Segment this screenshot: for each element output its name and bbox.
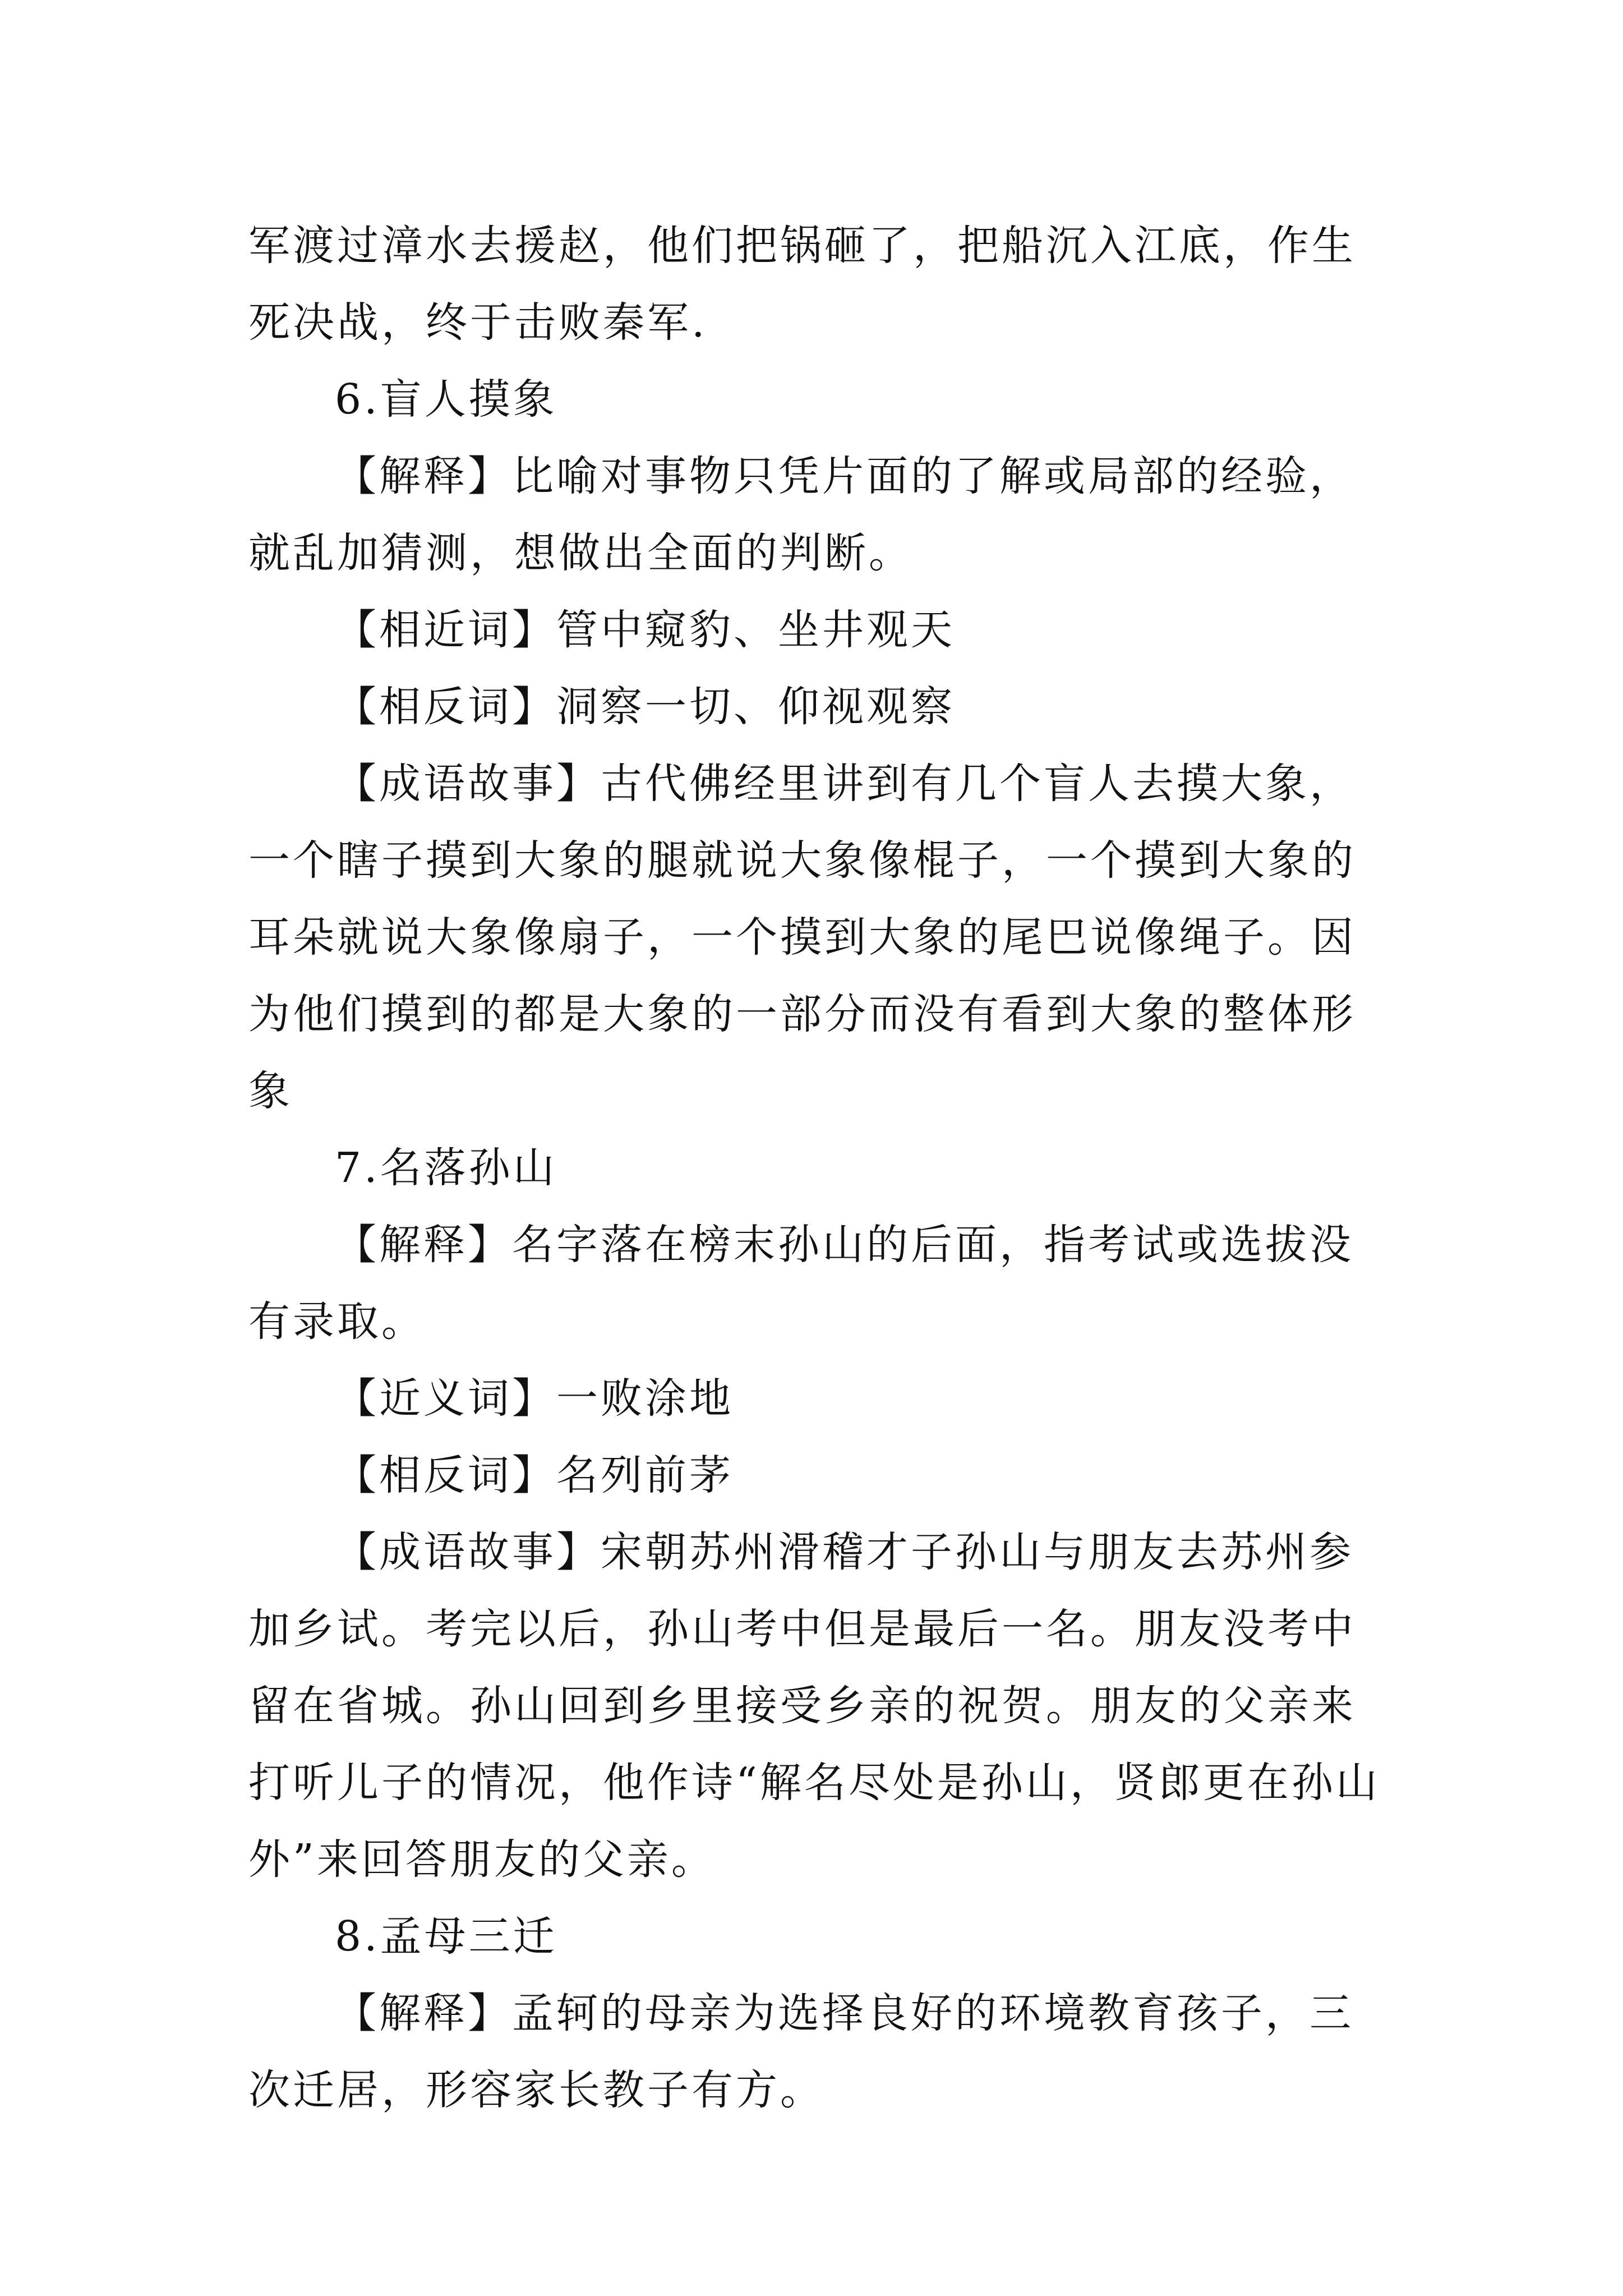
idiom-6-synonyms: 【相近词】管中窥豹、坐井观天 (335, 606, 955, 654)
idiom-heading-6: 6.盲人摸象 (335, 375, 557, 424)
idiom-7-explanation: 【解释】名字落在榜末孙山的后面，指考试或选拔没有录取。 (248, 1221, 1354, 1346)
idiom-6-antonyms: 【相反词】洞察一切、仰视观察 (335, 683, 955, 731)
idiom-7-story: 【成语故事】宋朝苏州滑稽才子孙山与朋友去苏州参加乡试。考完以后，孙山考中但是最后一名。朋友没考中留在省城。孙山回到乡里接受乡亲的祝贺。朋友的父亲来打听儿子的情况，他作诗“解名尽处是孙山，贤郎更在孙山外”来回答朋友的父亲。 (248, 1528, 1380, 1884)
idiom-heading-8: 8.孟母三迁 (335, 1912, 557, 1961)
idiom-6-story: 【成语故事】古代佛经里讲到有几个盲人去摸大象，一个瞎子摸到大象的腿就说大象像棍子，一个摸到大象的耳朵就说大象像扇子，一个摸到大象的尾巴说像绳子。因为他们摸到的都是大象的一部分而没有看到大象的整体形象 (248, 760, 1356, 1115)
document-body (248, 208, 1381, 2129)
idiom-8-explanation: 【解释】孟轲的母亲为选择良好的环境教育孩子，三次迁居，形容家长教子有方。 (248, 1989, 1354, 2114)
idiom-heading-7: 7.名落孙山 (335, 1144, 557, 1192)
idiom-7-synonyms: 【近义词】一败涂地 (335, 1374, 734, 1423)
story-continuation: 军渡过漳水去援赵，他们把锅砸了，把船沉入江底，作生死决战，终于击败秦军. (248, 222, 1356, 347)
idiom-7-antonyms: 【相反词】名列前茅 (335, 1451, 734, 1499)
idiom-6-explanation: 【解释】比喻对事物只凭片面的了解或局部的经验，就乱加猜测，想做出全面的判断。 (248, 452, 1354, 577)
